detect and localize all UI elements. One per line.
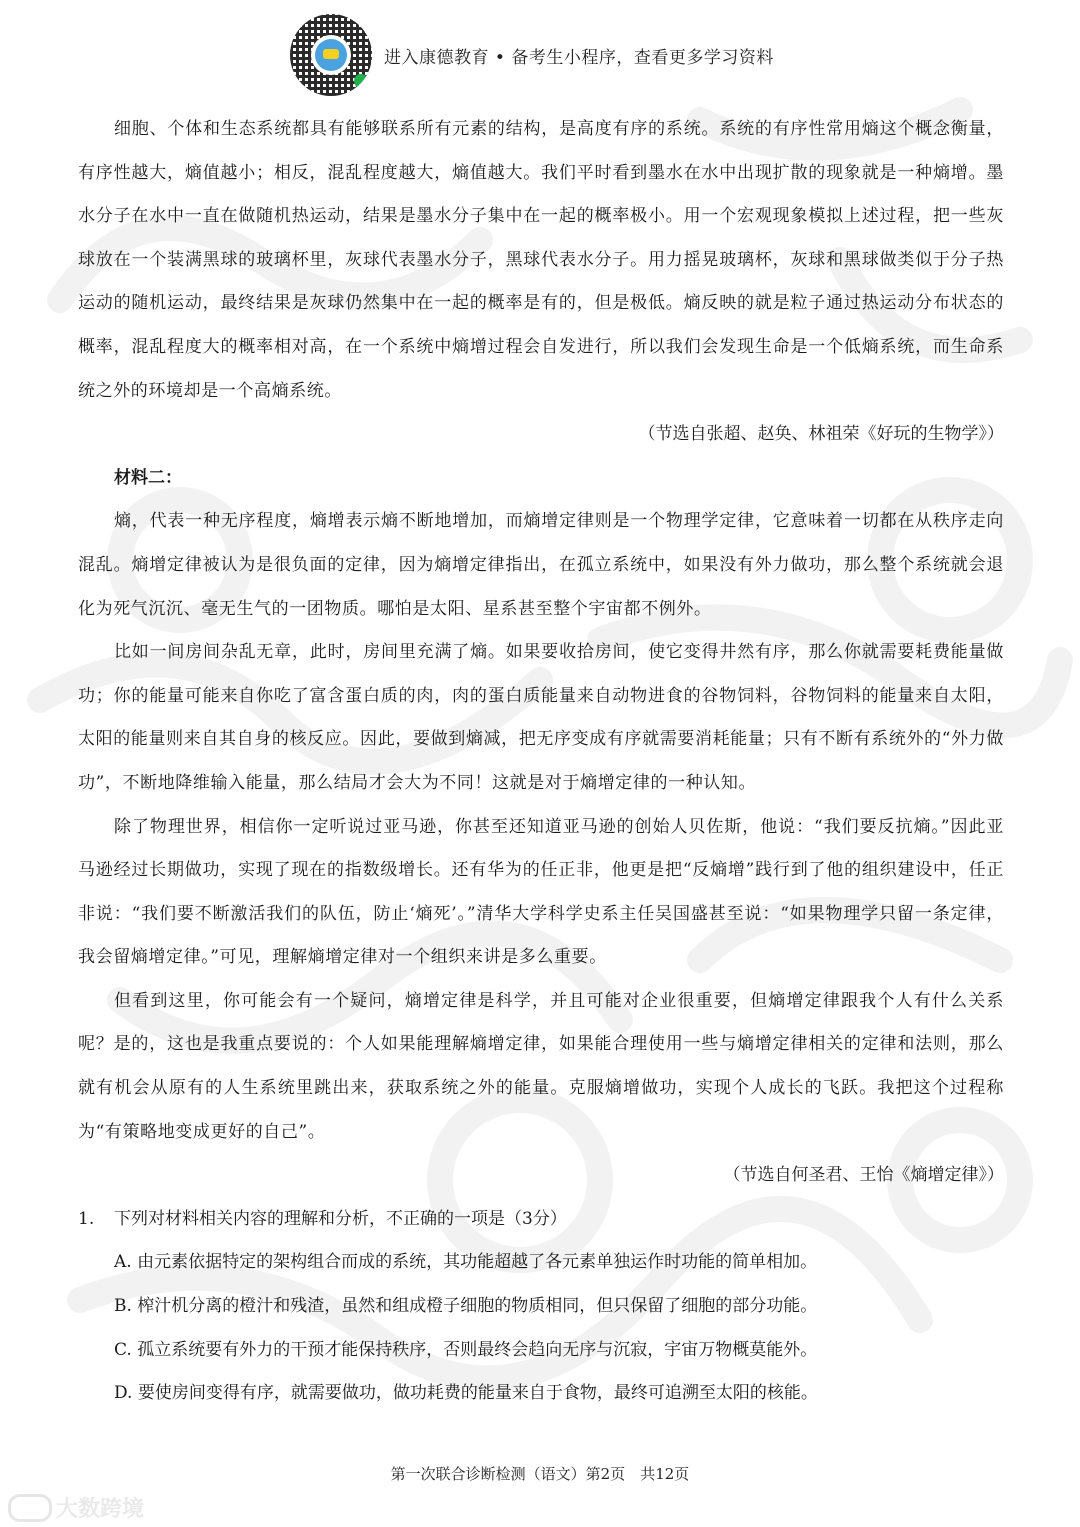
material1-paragraph: 细胞、个体和生态系统都具有能够联系所有元素的结构，是高度有序的系统。系统的有序性常用熵这个概念衡量，有序性越大，熵值越小；相反，混乱程度越大，熵值越大。我们平时看到墨水在水中出现扩散的现象就是一种熵增。墨水分子在水中一直在做随机热运动，结果是墨水分子集中在一起的概率极小。用一个宏观现象模拟上述过程，把一些灰球放在一个装满黑球的玻璃杯里，灰球代表墨水分子，黑球代表水分子。用力摇晃玻璃杯，灰球和黑球做类似于分子热运动的随机运动，最终结果是灰球仍然集中在一起的概率是有的，但是极低。熵反映的就是粒子通过热运动分布状态的概率，混乱程度大的概率相对高，在一个系统中熵增过程会自发进行，所以我们会发现生命是一个低熵系统，而生命系统之外的环境却是一个高熵系统。 <box>78 119 1004 401</box>
option-c: C. 孤立系统要有外力的干预才能保持秩序，否则最终会趋向无序与沉寂，宇宙万物概莫能外。 <box>114 1339 818 1360</box>
page-footer: 第一次联合诊断检测（语文）第2页 共12页 <box>390 1465 690 1483</box>
question-text: 下列对材料相关内容的理解和分析，不正确的一项是（3分） <box>114 1208 567 1229</box>
material2-heading: 材料二： <box>114 467 182 488</box>
material1-source: （节选自张超、赵奂、林祖荣《好玩的生物学》） <box>638 424 1004 445</box>
page-header <box>290 12 774 98</box>
material2-paragraph: 熵，代表一种无序程度，熵增表示熵不断地增加，而熵增定律则是一个物理学定律，它意味着一切都在从秩序走向混乱。熵增定律被认为是很负面的定律，因为熵增定律指出，在孤立系统中，如果没有外力做功，那么整个系统就会退化为死气沉沉、毫无生气的一团物质。哪怕是太阳、星系甚至整个宇宙都不例外。 <box>78 511 1004 619</box>
material2-source: （节选自何圣君、王怡《熵增定律》） <box>723 1165 1004 1186</box>
qr-code-icon[interactable] <box>290 14 372 96</box>
header-promo-text: 进入康德教育 • 备考生小程序，查看更多学习资料 <box>384 47 774 68</box>
option-a: A. 由元素依据特定的架构组合而成的系统，其功能超越了各元素单独运作时功能的简单相加。 <box>114 1252 818 1273</box>
watermark-logo <box>8 1492 144 1523</box>
option-b: B. 榨汁机分离的橙汁和残渣，虽然和组成橙子细胞的物质相同，但只保留了细胞的部分功能。 <box>114 1296 818 1317</box>
material2-paragraph: 除了物理世界，相信你一定听说过亚马逊，你甚至还知道亚马逊的创始人贝佐斯，他说：“我们要反抗熵。”因此亚马逊经过长期做功，实现了现在的指数级增长。还有华为的任正非，他更是把“反熵增”践行到了他的组织建设中，任正非说：“我们要不断激活我们的队伍，防止‘熵死’。”清华大学科学史系主任吴国盛甚至说：“如果物理学只留一条定律，我会留熵增定律。”可见，理解熵增定律对一个组织来讲是多么重要。 <box>78 816 1004 968</box>
question-number: 1. <box>78 1208 95 1229</box>
watermark-logo-icon <box>8 1494 52 1522</box>
watermark-logo-text: 大数跨境 <box>56 1497 145 1522</box>
document-body <box>78 108 1004 1416</box>
material2-paragraph: 但看到这里，你可能会有一个疑问，熵增定律是科学，并且可能对企业很重要，但熵增定律跟我个人有什么关系呢？是的，这也是我重点要说的：个人如果能理解熵增定律，如果能合理使用一些与熵增定律相关的定律和法则，那么就有机会从原有的人生系统里跳出来，获取系统之外的能量。克服熵增做功，实现个人成长的飞跃。我把这个过程称为“有策略地变成更好的自己”。 <box>78 990 1004 1142</box>
option-d: D. 要使房间变得有序，就需要做功，做功耗费的能量来自于食物，最终可追溯至太阳的核能。 <box>114 1383 818 1404</box>
question-1 <box>78 1198 1004 1242</box>
material2-paragraph: 比如一间房间杂乱无章，此时，房间里充满了熵。如果要收拾房间，使它变得井然有序，那么你就需要耗费能量做功；你的能量可能来自你吃了富含蛋白质的肉，肉的蛋白质能量来自动物进食的谷物饲料，谷物饲料的能量来自太阳，太阳的能量则来自其自身的核反应。因此，要做到熵减，把无序变成有序就需要消耗能量；只有不断有系统外的“外力做功”，不断地降维输入能量，那么结局才会大为不同！这就是对于熵增定律的一种认知。 <box>78 642 1004 793</box>
